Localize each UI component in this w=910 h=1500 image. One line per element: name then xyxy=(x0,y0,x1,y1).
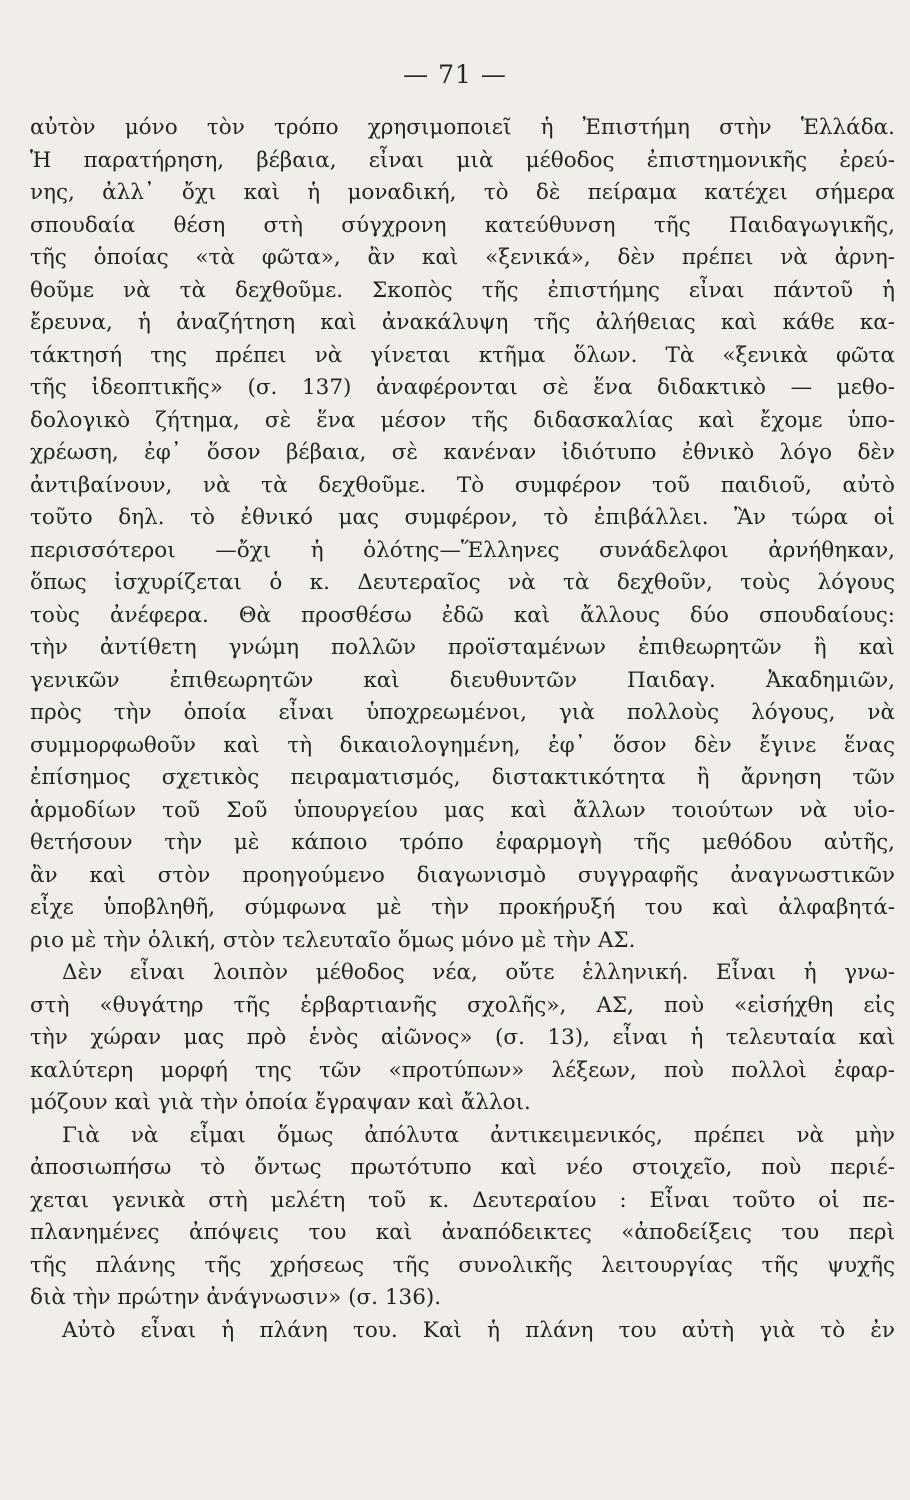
text-line: πλανημένες ἀπόψεις του καὶ ἀναπόδεικτες «ἀποδείξεις του περὶ xyxy=(30,1220,895,1245)
text-line: Δὲν εἶναι λοιπὸν μέθοδος νέα, οὔτε ἑλληνική. Εἶναι ἡ γνω- xyxy=(62,960,895,985)
text-line: ἂν καὶ στὸν προηγούμενο διαγωνισμὸ συγγραφῆς ἀναγνωστικῶν xyxy=(30,862,895,888)
text-line: σπουδαία θέση στὴ σύγχρονη κατεύθυνση τῆς Παιδαγωγικῆς, xyxy=(30,212,895,238)
body-text xyxy=(30,112,895,1347)
text-line: τῆς ὁποίας «τὰ φῶτα», ἂν καὶ «ξενικά», δὲν πρέπει νὰ ἀρνη- xyxy=(30,245,895,270)
text-line: ἀποσιωπήσω τὸ ὄντως πρωτότυπο καὶ νέο στοιχεῖο, ποὺ περιέ- xyxy=(30,1155,895,1180)
text-line: χεται γενικὰ στὴ μελέτη τοῦ κ. Δευτεραίου : Εἶναι τοῦτο οἱ πε- xyxy=(30,1187,895,1213)
text-line: δολογικὸ ζήτημα, σὲ ἕνα μέσον τῆς διδασκαλίας καὶ ἔχομε ὑπο- xyxy=(30,407,895,433)
text-line: στὴ «θυγάτηρ τῆς ἑρβαρτιανῆς σχολῆς», ΑΣ, ποὺ «εἰσήχθη εἰς xyxy=(30,992,895,1018)
text-line: εἶχε ὑποβληθῆ, σύμφωνα μὲ τὴν προκήρυξή του καὶ ἀλφαβητά- xyxy=(30,895,895,920)
text-line: τῆς ἰδεοπτικῆς» (σ. 137) ἀναφέρονται σὲ ἕνα διδακτικὸ — μεθο- xyxy=(30,375,895,400)
text-line: γενικῶν ἐπιθεωρητῶν καὶ διευθυντῶν Παιδαγ. Ἀκαδημιῶν, xyxy=(30,667,895,693)
text-line: ὅπως ἰσχυρίζεται ὁ κ. Δευτεραῖος νὰ τὰ δεχθοῦν, τοὺς λόγους xyxy=(30,570,895,595)
page-number: — 71 — xyxy=(403,60,507,89)
text-line: ἁρμοδίων τοῦ Σοῦ ὑπουργείου μας καὶ ἄλλων τοιούτων νὰ υἱο- xyxy=(30,797,895,823)
text-line: διὰ τὴν πρώτην ἀνάγνωσιν» (σ. 136). xyxy=(30,1285,442,1310)
text-line: Ἡ παρατήρηση, βέβαια, εἶναι μιὰ μέθοδος ἐπιστημονικῆς ἐρεύ- xyxy=(30,147,895,173)
text-line: Γιὰ νὰ εἶμαι ὅμως ἀπόλυτα ἀντικειμενικός, πρέπει νὰ μὴν xyxy=(62,1122,895,1148)
text-line: ριο μὲ τὴν ὁλική, στὸν τελευταῖο ὅμως μόνο μὲ τὴν ΑΣ. xyxy=(30,927,636,953)
text-line: αὐτὸν μόνο τὸν τρόπο χρησιμοποιεῖ ἡ Ἐπιστήμη στὴν Ἑλλάδα. xyxy=(30,115,895,140)
text-line: χρέωση, ἐφ᾽ ὅσον βέβαια, σὲ κανέναν ἰδιότυπο ἐθνικὸ λόγο δὲν xyxy=(30,440,895,465)
text-line: τάκτησή της πρέπει νὰ γίνεται κτῆμα ὅλων. Τὰ «ξενικὰ φῶτα xyxy=(30,342,895,368)
text-line: τοὺς ἀνέφερα. Θὰ προσθέσω ἐδῶ καὶ ἄλλους δύο σπουδαίους: xyxy=(30,602,895,628)
text-line: ἔρευνα, ἡ ἀναζήτηση καὶ ἀνακάλυψη τῆς ἀλήθειας καὶ κάθε κα- xyxy=(30,310,895,335)
text-line: θετήσουν τὴν μὲ κάποιο τρόπο ἐφαρμογὴ τῆς μεθόδου αὐτῆς, xyxy=(30,830,895,855)
text-line: ἐπίσημος σχετικὸς πειραματισμός, διστακτικότητα ἢ ἄρνηση τῶν xyxy=(30,765,895,790)
text-line: τὴν χώραν μας πρὸ ἑνὸς αἰῶνος» (σ. 13), εἶναι ἡ τελευταία καὶ xyxy=(30,1025,895,1050)
text-line: περισσότεροι —ὄχι ἡ ὁλότης—Ἕλληνες συνάδελφοι ἀρνήθηκαν, xyxy=(30,537,895,563)
text-line: συμμορφωθοῦν καὶ τὴ δικαιολογημένη, ἐφ᾽ ὅσον δὲν ἔγινε ἕνας xyxy=(30,732,895,758)
text-line: θοῦμε νὰ τὰ δεχθοῦμε. Σκοπὸς τῆς ἐπιστήμης εἶναι πάντοῦ ἡ xyxy=(30,277,895,303)
text-line: πρὸς τὴν ὁποία εἶναι ὑποχρεωμένοι, γιὰ πολλοὺς λόγους, νὰ xyxy=(30,700,895,725)
text-line: καλύτερη μορφή της τῶν «προτύπων» λέξεων, ποὺ πολλοὶ ἐφαρ- xyxy=(30,1057,895,1083)
text-line: τοῦτο δηλ. τὸ ἐθνικό μας συμφέρον, τὸ ἐπιβάλλει. Ἂν τώρα οἱ xyxy=(30,505,895,530)
text-line: Αὐτὸ εἶναι ἡ πλάνη του. Καὶ ἡ πλάνη του αὐτὴ γιὰ τὸ ἐν xyxy=(62,1317,895,1343)
text-line: μόζουν καὶ γιὰ τὴν ὁποία ἔγραψαν καὶ ἄλλοι. xyxy=(30,1090,531,1115)
text-line: τῆς πλάνης τῆς χρήσεως τῆς συνολικῆς λειτουργίας τῆς ψυχῆς xyxy=(30,1252,895,1278)
text-line: νης, ἀλλ᾽ ὄχι καὶ ἡ μοναδική, τὸ δὲ πείραμα κατέχει σήμερα xyxy=(30,180,895,205)
text-line: τὴν ἀντίθετη γνώμη πολλῶν προϊσταμένων ἐπιθεωρητῶν ἢ καὶ xyxy=(30,635,895,660)
text-line: ἀντιβαίνουν, νὰ τὰ δεχθοῦμε. Τὸ συμφέρον τοῦ παιδιοῦ, αὐτὸ xyxy=(30,472,895,498)
